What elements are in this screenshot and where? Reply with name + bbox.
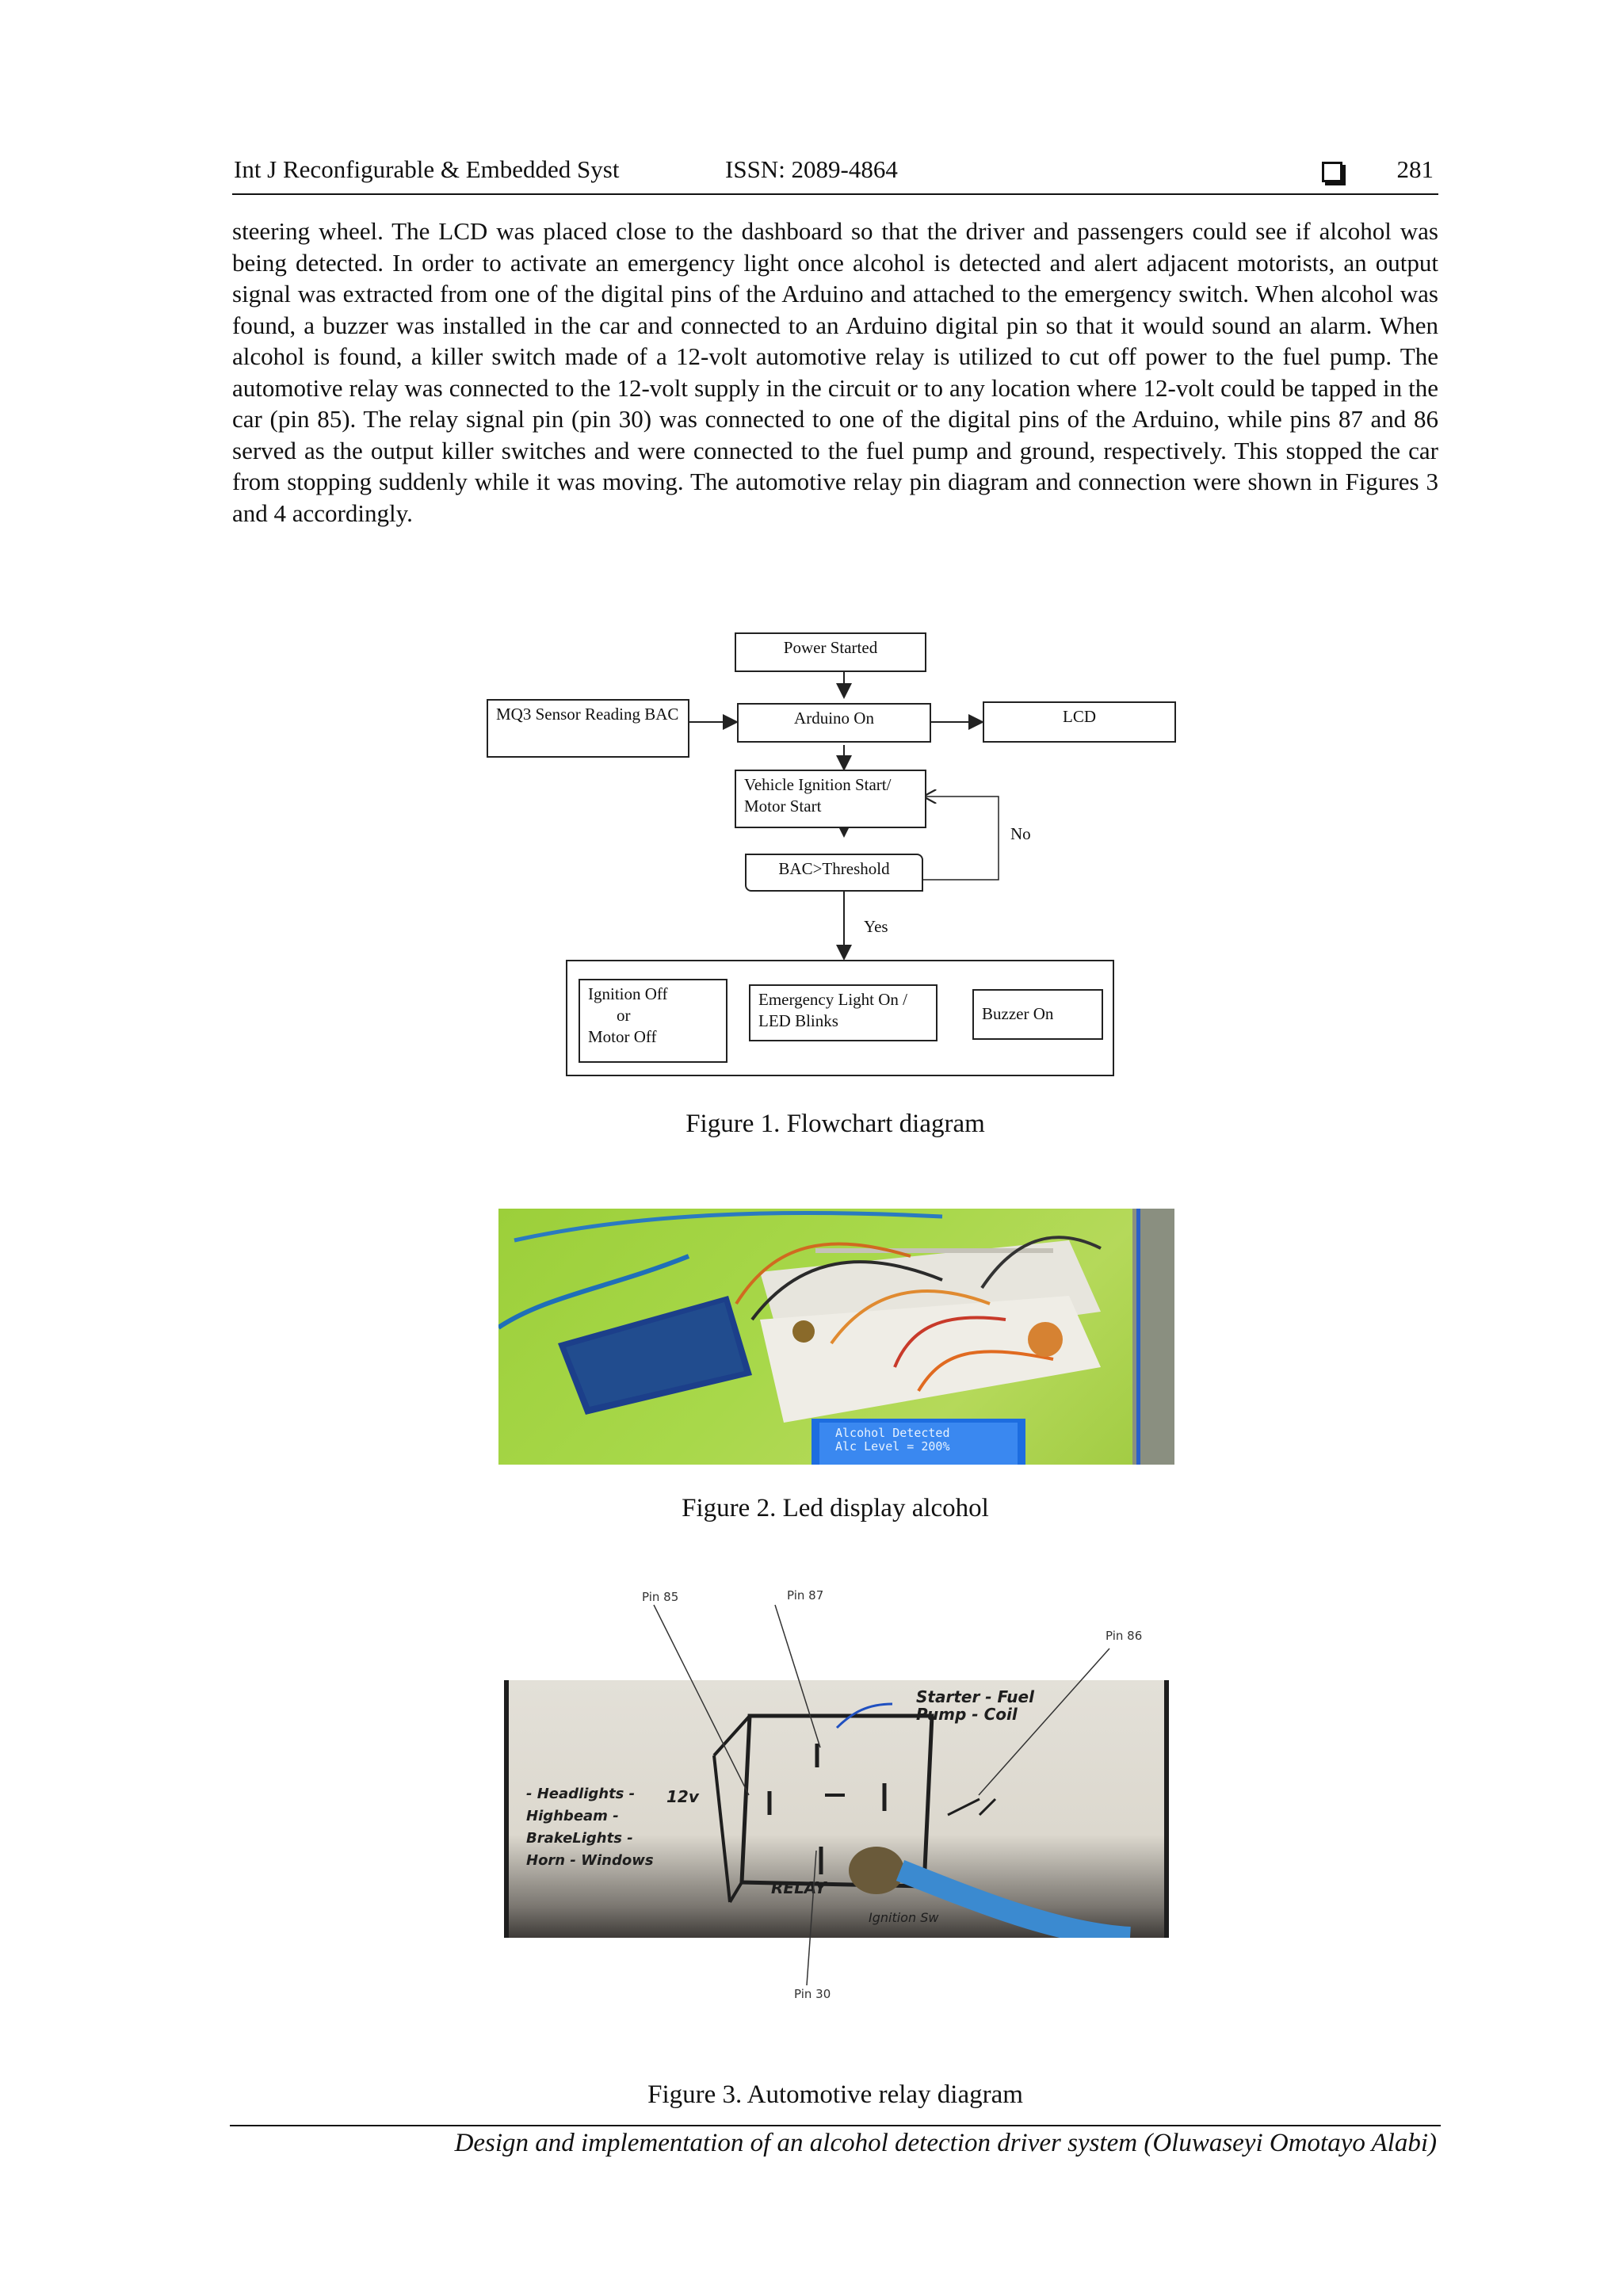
journal-name: Int J Reconfigurable & Embedded Syst <box>234 155 620 183</box>
handwriting-12v: 12v <box>666 1787 699 1806</box>
square-icon <box>1322 162 1342 182</box>
lcd-line-2: Alc Level = 200% <box>835 1439 950 1454</box>
body-paragraph: steering wheel. The LCD was placed close to the dashboard so that the driver and passengers could see if alcohol was being detected. In order to activate an emergency light once alcohol is detected and alert adjacent motorists, an output signal was extracted from one of the digital pins of the Arduino and attached to the emergency switch. When alcohol was found, a buzzer was installed in the car and connected to an Arduino digital pin so that it would sound an alarm. When alcohol is found, a killer switch made of a 12-volt automotive relay is utilized to cut off power to the fuel pump. The automotive relay was connected to the 12-volt supply in the circuit or to any location where 12-volt could be tapped in the car (pin 85). The relay signal pin (pin 30) was connected to one of the digital pins of the Arduino, while pins 87 and 86 served as the output killer switches and were connected to the fuel pump and ground, respectively. This stopped the car from stopping suddenly while it was moving. The automotive relay pin diagram and connection were shown in Figures 3 and 4 accordingly. <box>232 217 1438 527</box>
pin-30-label: Pin 30 <box>794 1987 831 2001</box>
issn: ISSN: 2089-4864 <box>725 155 898 183</box>
pin-85-label: Pin 85 <box>642 1590 679 1604</box>
ignition-off-line2: or <box>617 1006 631 1025</box>
lcd-screen-text <box>835 1427 950 1454</box>
page-header <box>232 155 1438 195</box>
node-bac-threshold: BAC>Threshold <box>745 854 923 892</box>
handwriting-ignition: Ignition Sw <box>869 1910 939 1925</box>
node-emergency-light: Emergency Light On / LED Blinks <box>749 984 938 1041</box>
ignition-off-line3: Motor Off <box>588 1027 657 1046</box>
node-arduino-on: Arduino On <box>737 703 931 743</box>
pin-86-label: Pin 86 <box>1106 1629 1143 1643</box>
page-footer: Design and implementation of an alcohol detection driver system (Oluwaseyi Omotayo Alabi) <box>454 2129 1437 2157</box>
node-buzzer: Buzzer On <box>972 989 1103 1040</box>
figure1-caption: Figure 1. Flowchart diagram <box>685 1110 985 1138</box>
flowchart-diagram <box>475 618 1189 1094</box>
handwriting-starter: Starter - Fuel Pump - Coil <box>916 1687 1034 1724</box>
footer-rule <box>230 2125 1441 2126</box>
node-ignition-start: Vehicle Ignition Start/ Motor Start <box>735 770 926 828</box>
node-mq3-sensor: MQ3 Sensor Reading BAC <box>487 699 689 758</box>
page-number: 281 <box>1396 155 1434 183</box>
figure2-caption: Figure 2. Led display alcohol <box>682 1494 989 1522</box>
figure3-caption: Figure 3. Automotive relay diagram <box>647 2080 1023 2109</box>
breadboard-photo <box>498 1209 1174 1465</box>
node-lcd: LCD <box>983 701 1176 743</box>
handwriting-accessories: - Headlights - Highbeam - BrakeLights - Horn - Windows <box>526 1786 654 1869</box>
edge-label-no: No <box>1010 824 1031 843</box>
ignition-off-line1: Ignition Off <box>588 984 668 1003</box>
pin-callout-lines <box>475 1577 1189 2053</box>
lcd-line-1: Alcohol Detected <box>835 1426 950 1440</box>
edge-label-yes: Yes <box>864 917 888 936</box>
node-ignition-off <box>579 979 727 1063</box>
handwriting-relay: RELAY <box>771 1878 827 1897</box>
node-power-started: Power Started <box>735 632 926 672</box>
pin-87-label: Pin 87 <box>787 1588 824 1603</box>
relay-pin-labels <box>475 1577 1189 2053</box>
